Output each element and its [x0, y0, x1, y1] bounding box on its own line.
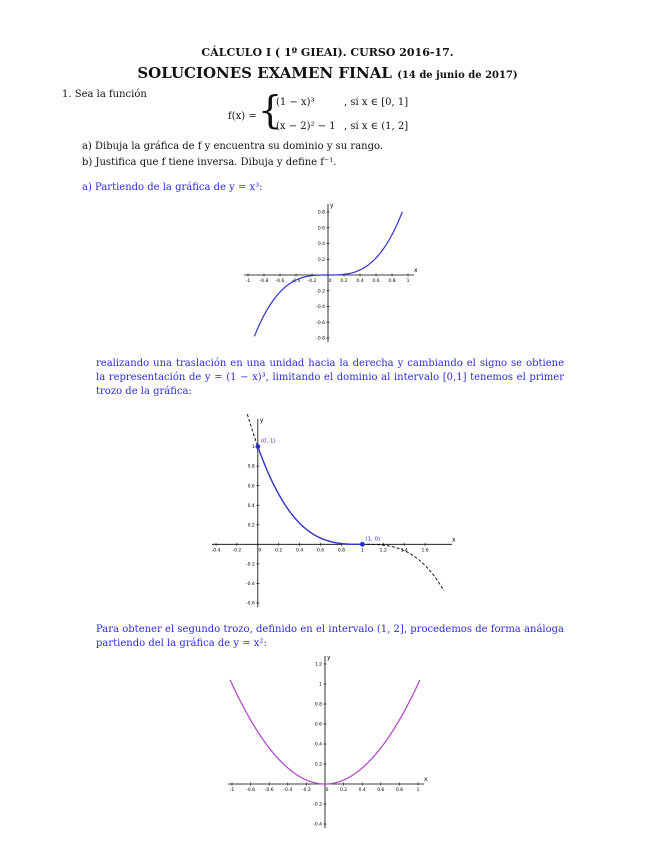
y-axis-label: y — [330, 202, 334, 209]
x-tick-label: 1 — [406, 279, 410, 284]
y-tick-label: -0.4 — [313, 822, 322, 828]
brace-glyph: { — [258, 88, 283, 132]
x-tick-label: -0.2 — [307, 279, 317, 284]
y-tick-label: 0.2 — [247, 523, 255, 529]
solid-cubic-segment — [258, 447, 363, 545]
x-tick-label: 0.2 — [275, 548, 283, 554]
x-tick-label: -0.6 — [264, 788, 274, 793]
y-tick-label: -0.6 — [316, 320, 325, 326]
chart-cubic — [238, 202, 420, 348]
x-tick-label: 0 — [258, 548, 262, 554]
point-marker — [360, 542, 365, 547]
course-header: CÁLCULO I ( 1º GIEAI). CURSO 2016-17. — [201, 46, 454, 59]
x-tick-label: 0.4 — [296, 548, 304, 554]
solution-step3: Para obtener el segundo trozo, definido en el intervalo (1, 2], procedemos de forma análoga partiendo del la gráfica de y = x²: — [96, 624, 564, 649]
y-tick-label: 0.8 — [314, 702, 322, 708]
y-tick-label: -0.4 — [316, 305, 325, 311]
y-tick-label: 1 — [319, 682, 322, 688]
problem-intro: 1. Sea la función — [62, 89, 147, 100]
y-tick-label: -0.2 — [246, 562, 255, 568]
x-tick-label: -0.4 — [211, 548, 221, 554]
function-lhs: f(x) = — [228, 111, 257, 122]
y-tick-label: -0.2 — [316, 289, 325, 295]
x-tick-label: -0.2 — [232, 548, 242, 554]
y-tick-label: -0.2 — [313, 802, 322, 808]
x-tick-label: 0.8 — [337, 548, 346, 554]
x-tick-label: 0.2 — [340, 279, 348, 284]
y-tick-label: 0.8 — [317, 210, 325, 216]
point-marker — [255, 444, 260, 449]
x-tick-label: 0.2 — [340, 788, 348, 793]
chart-shifted-cubic — [208, 407, 456, 609]
x-tick-label: 1.2 — [379, 548, 387, 554]
y-axis-label: y — [259, 417, 264, 424]
x-tick-label: 0 — [325, 788, 329, 793]
x-tick-label: 1.6 — [421, 548, 429, 554]
x-tick-label: -0.6 — [275, 279, 285, 284]
y-tick-label: 0.2 — [317, 257, 325, 263]
x-tick-label: 0.4 — [358, 788, 366, 793]
x-tick-label: 0.6 — [316, 548, 325, 554]
x-tick-label: -0.4 — [283, 788, 293, 793]
x-tick-label: 0.6 — [377, 788, 385, 793]
x-tick-label: 1 — [416, 788, 420, 793]
chart-parabola — [222, 656, 434, 832]
y-tick-label: 0.4 — [247, 503, 255, 509]
y-tick-label: 0.6 — [247, 484, 255, 490]
x-tick-label: -1 — [229, 788, 235, 793]
y-tick-label: 0.2 — [314, 762, 322, 768]
y-tick-label: 0.4 — [314, 742, 322, 748]
point-label: (0, 1) — [260, 438, 276, 445]
y-tick-label: 0.8 — [247, 464, 255, 470]
exam-title-text: SOLUCIONES EXAMEN FINAL — [137, 64, 392, 82]
x-tick-label: 1.4 — [400, 548, 408, 554]
x-tick-label: -0.2 — [302, 788, 311, 793]
case2-expression: (x − 2)² − 1 — [276, 121, 336, 132]
x-tick-label: -0.8 — [259, 279, 269, 284]
x-tick-label: 0 — [328, 279, 332, 284]
x-tick-label: 0.4 — [356, 279, 364, 284]
y-tick-label: -0.6 — [246, 601, 255, 607]
y-tick-label: 1 — [251, 445, 255, 451]
x-tick-label: 0.8 — [388, 279, 396, 284]
y-tick-label: 1.2 — [314, 662, 322, 668]
y-tick-label: -0.4 — [246, 582, 255, 588]
x-tick-label: 1 — [360, 548, 364, 554]
dashed-cubic-curve — [247, 414, 444, 591]
x-tick-label: -1 — [245, 279, 251, 284]
x-axis-label: x — [414, 267, 418, 274]
question-part-a: a) Dibuja la gráfica de f y encuentra su dominio y su rango. — [82, 141, 384, 152]
question-part-b: b) Justifica que f tiene inversa. Dibuja y define f⁻¹. — [82, 157, 337, 168]
point-label: (1, 0) — [365, 536, 381, 543]
y-tick-label: -0.8 — [316, 336, 325, 342]
y-tick-label: 0.6 — [317, 226, 325, 232]
case1-condition: , si x ∈ [0, 1] — [344, 97, 409, 108]
x-tick-label: 0.8 — [395, 788, 403, 793]
exam-title — [0, 64, 655, 82]
solution-step2: realizando una traslación en una unidad hacia la derecha y cambiando el signo se obtiene la representación de y = (1 − x)³, limitando el dominio al intervalo [0,1] tenemos el primer trozo de la gráfica: — [96, 358, 564, 397]
x-tick-label: -0.8 — [246, 788, 255, 793]
x-axis-label: x — [452, 536, 456, 544]
x-axis-label: x — [424, 776, 428, 783]
case2-condition: , si x ∈ (1, 2] — [344, 121, 409, 132]
solution-step1: a) Partiendo de la gráfica de y = x³: — [82, 182, 263, 193]
case1-expression: (1 − x)³ — [276, 97, 315, 108]
y-tick-label: 0.4 — [317, 242, 325, 248]
x-tick-label: -0.4 — [291, 279, 301, 284]
x-tick-label: 0.6 — [372, 279, 380, 284]
y-tick-label: 0.6 — [314, 722, 322, 728]
exam-date: (14 de junio de 2017) — [397, 70, 518, 81]
y-axis-label: y — [327, 656, 331, 661]
